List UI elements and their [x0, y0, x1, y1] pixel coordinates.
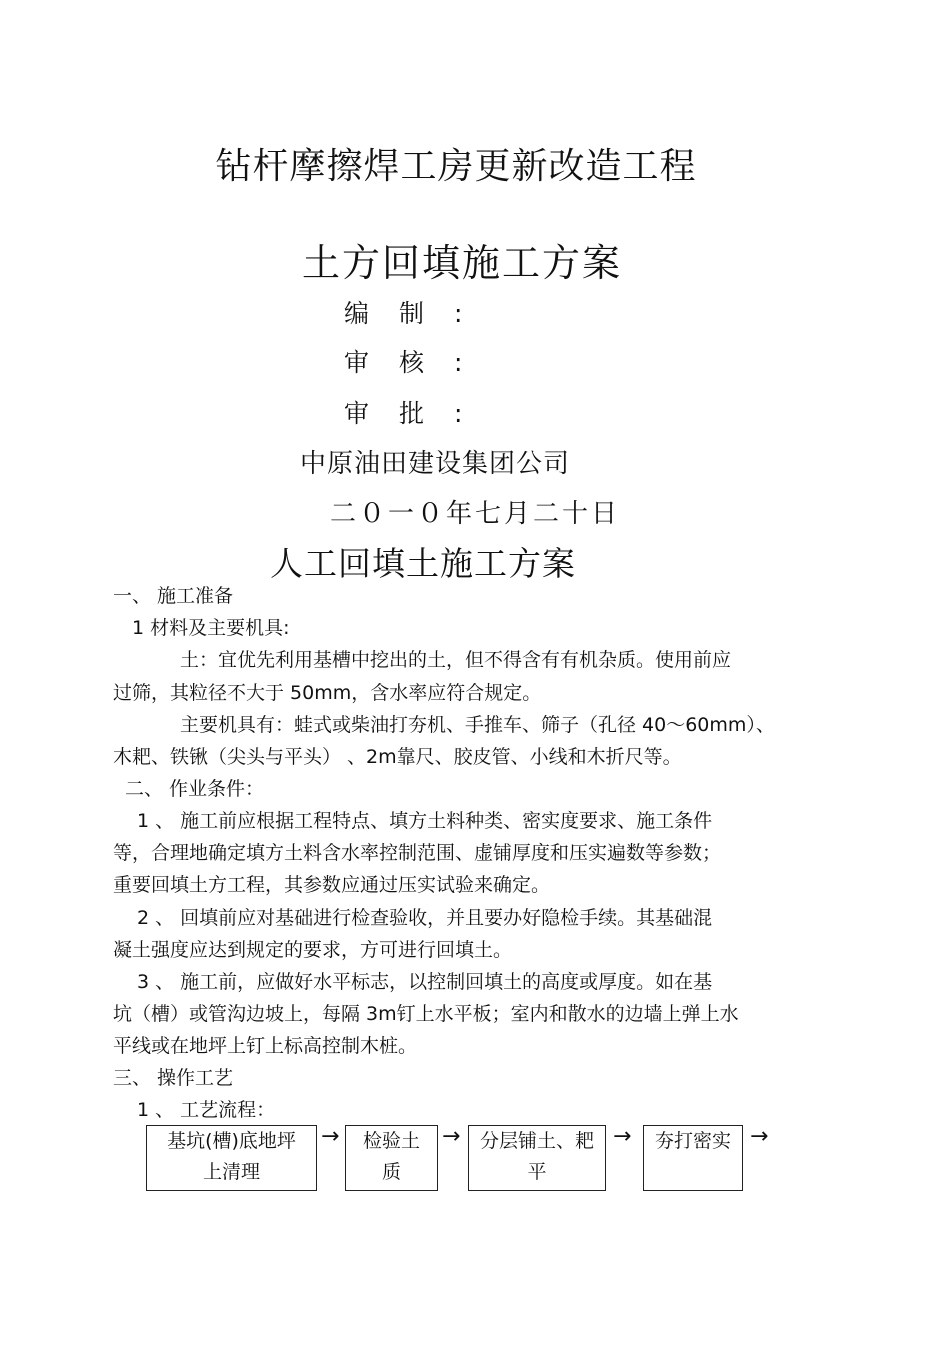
section-heading: 一、 施工准备 — [113, 585, 234, 607]
subsection-heading: 1 材料及主要机具: — [132, 617, 290, 639]
flow-step-text: 分层铺土、耙 — [479, 1130, 594, 1152]
signature-label: 审批 — [344, 399, 455, 428]
paragraph-line: 坑（槽）或管沟边坡上，每隔 3m钉上水平板；室内和散水的边墙上弹上水 — [113, 1003, 739, 1025]
signature-colon: : — [454, 348, 463, 377]
flow-step-text: 基坑(槽)底地坪 — [167, 1130, 296, 1152]
paragraph-line: 1 、 施工前应根据工程特点、填方土料种类、密实度要求、施工条件 — [137, 810, 713, 832]
document-date: 二０一０年七月二十日 — [330, 499, 621, 529]
flow-step-text: 质 — [381, 1161, 401, 1183]
paragraph-line: 凝土强度应达到规定的要求，方可进行回填土。 — [113, 939, 513, 961]
paragraph-line: 过筛，其粒径不大于 50mm，含水率应符合规定。 — [113, 682, 542, 704]
flow-arrow: → — [750, 1124, 769, 1149]
paragraph-line: 2 、 回填前应对基础进行检查验收，并且要办好隐检手续。其基础混 — [137, 907, 713, 929]
document-title: 土方回填施工方案 — [301, 241, 622, 285]
paragraph-line: 等，合理地确定填方土料含水率控制范围、虚铺厚度和压实遍数等参数； — [113, 842, 722, 864]
flow-arrow: → — [442, 1124, 461, 1149]
section-heading: 二、 作业条件： — [125, 778, 265, 800]
section-heading: 三、 操作工艺 — [113, 1067, 234, 1089]
flow-step-box — [345, 1125, 438, 1191]
company-name: 中原油田建设集团公司 — [300, 449, 571, 479]
paragraph-line: 土：宜优先利用基槽中挖出的土，但不得含有有机杂质。使用前应 — [180, 649, 732, 671]
signature-reviewer — [344, 343, 462, 379]
signature-label: 编制 — [344, 299, 455, 328]
flow-arrow: → — [613, 1124, 632, 1149]
flow-step-text: 上清理 — [202, 1161, 260, 1183]
paragraph-line: 主要机具有：蛙式或柴油打夯机、手推车、筛子（孔径 40～60mm）、 — [180, 714, 775, 736]
flow-step-text: 平 — [527, 1161, 547, 1183]
paragraph-line: 重要回填土方工程，其参数应通过压实试验来确定。 — [113, 874, 551, 896]
flow-step-text: 检验土 — [362, 1130, 420, 1152]
paragraph-line: 3 、 施工前，应做好水平标志，以控制回填土的高度或厚度。如在基 — [137, 971, 713, 993]
plan-title: 人工回填土施工方案 — [270, 544, 576, 583]
signature-compiler — [344, 294, 462, 330]
flow-step-box — [146, 1125, 317, 1191]
flow-step-text: 夯打密实 — [654, 1130, 731, 1152]
flow-step-box — [643, 1125, 743, 1191]
paragraph-line: 平线或在地坪上钉上标高控制木桩。 — [113, 1035, 418, 1057]
signature-colon: : — [454, 299, 463, 328]
paragraph-line: 木耙、铁锹（尖头与平头） 、2m靠尺、胶皮管、小线和木折尺等。 — [113, 746, 682, 768]
signature-approver — [344, 394, 462, 430]
flow-arrow: → — [321, 1124, 340, 1149]
signature-colon: : — [454, 399, 463, 428]
subsection-heading: 1 、 工艺流程： — [137, 1099, 276, 1121]
project-title: 钻杆摩擦焊工房更新改造工程 — [215, 146, 697, 187]
flow-step-box — [468, 1125, 606, 1191]
signature-label: 审核 — [344, 348, 455, 377]
